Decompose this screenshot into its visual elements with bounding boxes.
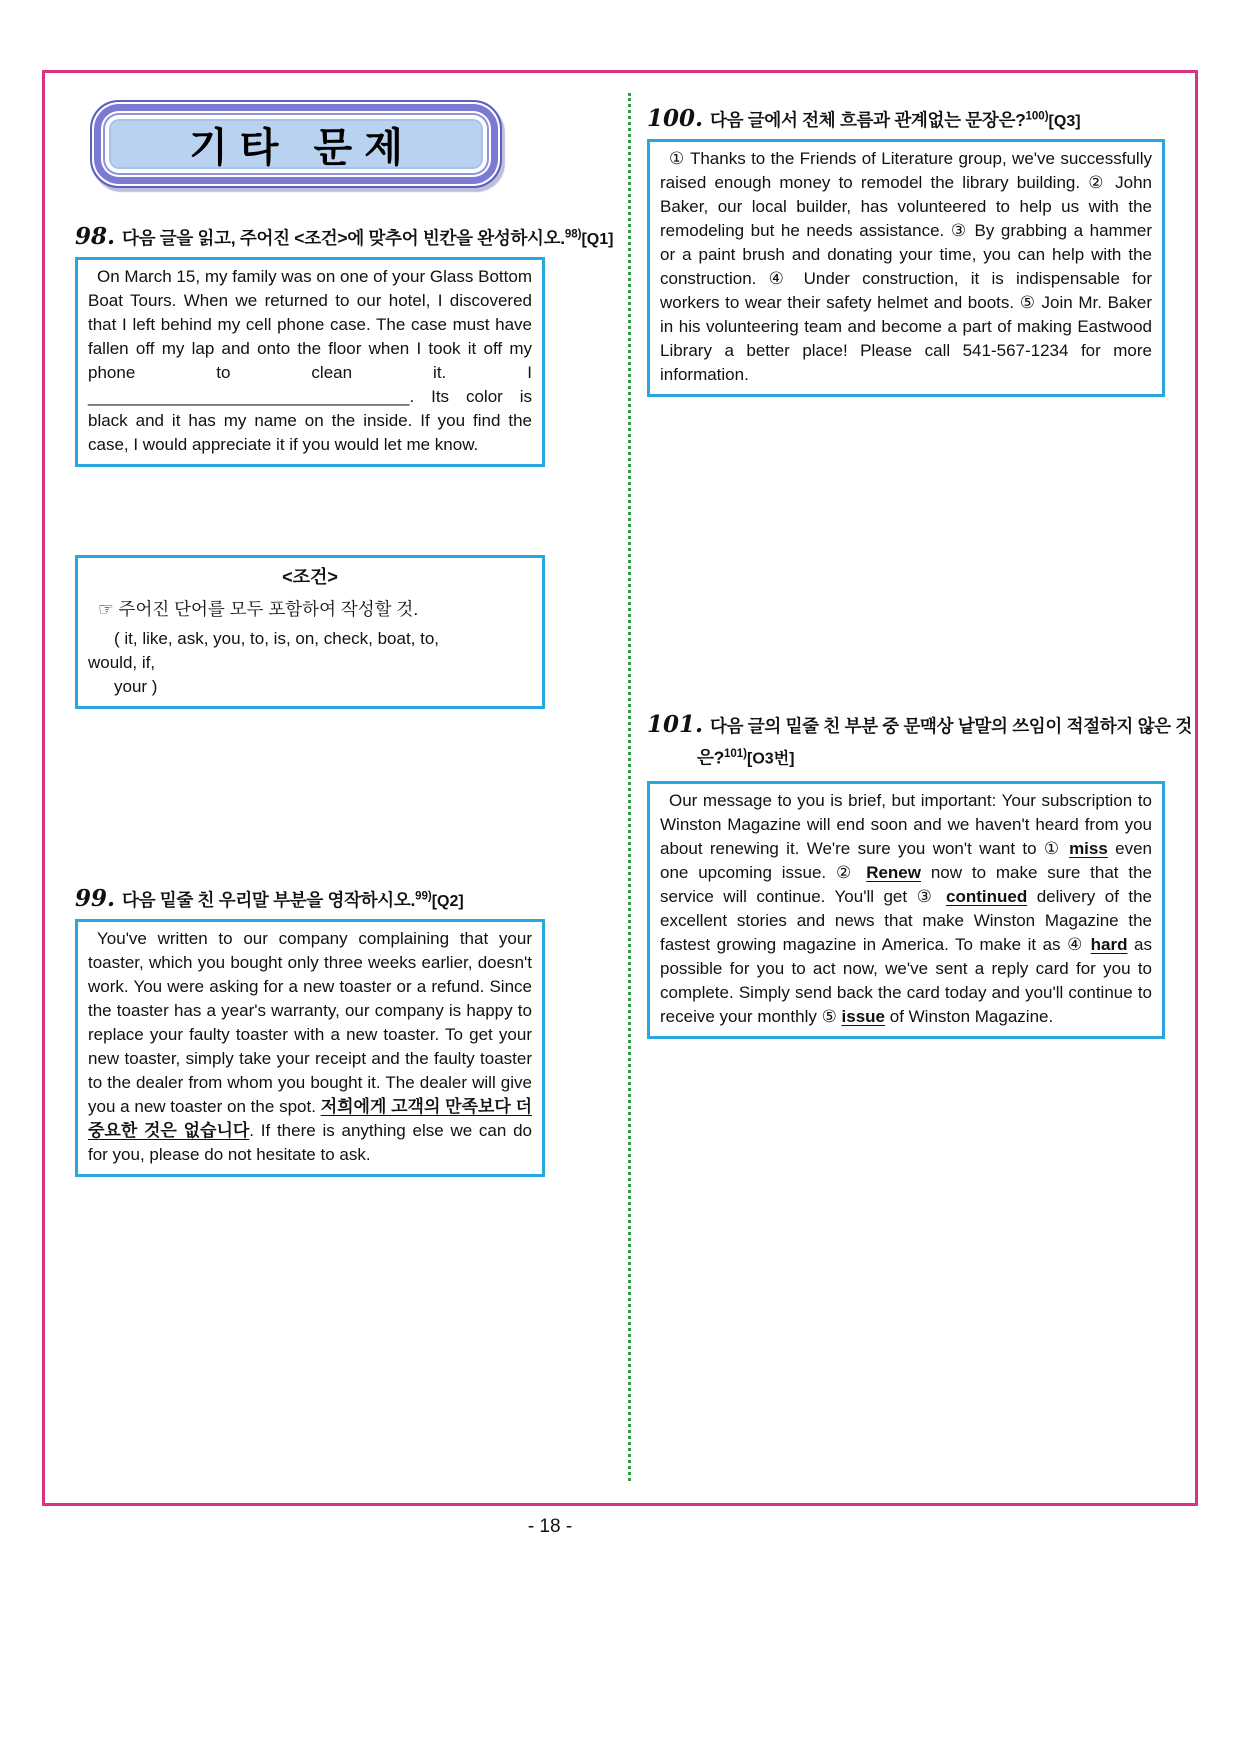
question-99-label bbox=[75, 885, 615, 912]
question-99-underlined-korean: 저희에게 고객의 만족보다 더 중요한 것은 없습니다 bbox=[88, 1097, 533, 1140]
question-101-choice-4-hard: hard bbox=[1090, 935, 1128, 954]
question-98-passage-text: On March 15, my family was on one of your Glass Bottom Boat Tours. When we returned to our hotel, I discovered that I left behind my cell phone case. The case must have fallen off my lap and onto the floor when I took it off my phone to clean it. I __________________________________. Its color is black and it has my name on the inside. If you find the case, I would appreciate it if you would let me know. bbox=[88, 267, 532, 454]
question-98-number: 98. bbox=[75, 223, 116, 250]
condition-box bbox=[75, 555, 545, 709]
question-101-footnote: 101) bbox=[724, 748, 748, 760]
question-101-choice-3-continued: continued bbox=[946, 887, 1028, 906]
question-99-tag: [Q2] bbox=[431, 893, 464, 910]
question-101-passage-text bbox=[660, 789, 1152, 1029]
question-101-seg-4: as possible for you to act now, we've sent a reply card for you to complete. Simply send back the card today and you'll continue to receive your monthly ⑤ bbox=[660, 935, 1152, 1026]
condition-words-line-1: ( it, like, ask, you, to, is, on, check, boat, to, bbox=[114, 629, 440, 648]
question-98-tag: [Q1] bbox=[581, 231, 614, 248]
question-100-prompt: 다음 글에서 전체 흐름과 관계없는 문장은? bbox=[710, 110, 1026, 130]
question-100-label bbox=[647, 105, 1187, 132]
section-title-banner bbox=[107, 117, 485, 171]
condition-rule: ☞ 주어진 단어를 모두 포함하여 작성할 것. bbox=[98, 599, 419, 619]
question-101-passage-box bbox=[647, 781, 1165, 1039]
question-98-label bbox=[75, 223, 635, 250]
question-100-number: 100. bbox=[647, 105, 704, 132]
question-101-seg-5: of Winston Magazine. bbox=[885, 1007, 1054, 1026]
question-99-prompt: 다음 밑줄 친 우리말 부분을 영작하시오. bbox=[122, 890, 416, 910]
question-101-seg-0: Our message to you is brief, but important: Your subscription to Winston Magazine will end soon and we haven't heard from you about renewing it. We're sure you won't want to ① bbox=[660, 791, 1152, 858]
question-98-passage-box bbox=[75, 257, 545, 467]
question-98-prompt: 다음 글을 읽고, 주어진 <조건>에 맞추어 빈칸을 완성하시오. bbox=[122, 228, 565, 248]
question-99-number: 99. bbox=[75, 885, 116, 912]
question-99-passage-post: . If there is anything else we can do for you, please do not hesitate to ask. bbox=[88, 1121, 532, 1164]
question-100-passage-box bbox=[647, 139, 1165, 397]
question-101-choice-1-miss: miss bbox=[1069, 839, 1108, 858]
question-101-tag: [O3번] bbox=[747, 750, 795, 768]
question-101-choice-2-renew: Renew bbox=[866, 863, 921, 882]
question-101-seg-2: now to make sure that the service will continue. You'll get ③ bbox=[660, 863, 1152, 906]
question-101-choice-5-issue: issue bbox=[841, 1007, 886, 1026]
question-99-passage-text bbox=[88, 927, 532, 1167]
question-101-seg-1: even one upcoming issue. ② bbox=[660, 839, 1152, 882]
question-101-number: 101. bbox=[647, 711, 704, 738]
page-border-frame bbox=[42, 70, 1198, 1506]
question-101-seg-3: delivery of the excellent stories and news that make Winston Magazine the fastest growing magazine in America. To make it as ④ bbox=[660, 887, 1153, 954]
question-99-footnote: 99) bbox=[415, 890, 432, 903]
question-101-prompt: 다음 글의 밑줄 친 부분 중 문맥상 낱말의 쓰임이 적절하지 않은 것 bbox=[710, 716, 1192, 736]
question-99-passage-pre: You've written to our company complaining that your toaster, which you bought only three weeks earlier, doesn't work. You were asking for a new toaster or a refund. Since the toaster has a year's warranty, our company is happy to replace your faulty toaster with a new toaster. To get your new toaster, simply take your receipt and the faulty toaster to the dealer from whom you bought it. The dealer will give you a new toaster on the spot. bbox=[88, 929, 532, 1116]
question-100-tag: [Q3] bbox=[1048, 113, 1081, 130]
question-98-footnote: 98) bbox=[564, 228, 582, 241]
page-number: - 18 - bbox=[527, 1516, 573, 1537]
question-100-footnote: 100) bbox=[1025, 110, 1049, 123]
column-divider bbox=[628, 93, 631, 1481]
question-101-label bbox=[647, 711, 1205, 772]
question-101-prompt-cont: 은? bbox=[697, 747, 724, 768]
question-100-passage-text: ① Thanks to the Friends of Literature group, we've successfully raised enough money to remodel the library building. ② John Baker, our local builder, has volunteered to help us with the remodeling but he needs assistance. ③ By grabbing a hammer or a paint brush and donating your time, you can help with the construction. ④ Under construction, it is indispensable for workers to wear their safety helmet and boots. ⑤ Join Mr. Baker in his volunteering team and become a part of making Eastwood Library a better place! Please call 541-567-1234 for more information. bbox=[660, 149, 1152, 384]
condition-words-line-3: your ) bbox=[114, 677, 158, 696]
condition-header: <조건> bbox=[282, 567, 338, 587]
condition-words-line-2: would, if, bbox=[88, 653, 156, 672]
question-99-passage-box bbox=[75, 919, 545, 1177]
section-title: 기타 문제 bbox=[189, 125, 415, 170]
